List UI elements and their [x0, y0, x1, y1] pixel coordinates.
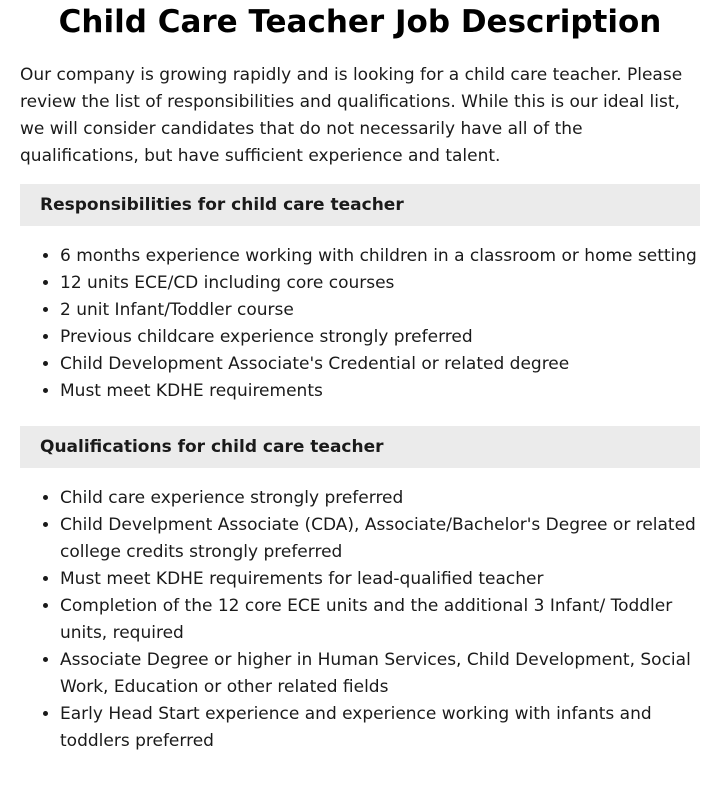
list-item: • Must meet KDHE requirements	[60, 378, 700, 405]
page-title: Child Care Teacher Job Description	[58, 4, 662, 40]
qualifications-heading: Qualifications for child care teacher	[20, 426, 700, 468]
responsibilities-heading: Responsibilities for child care teacher	[20, 184, 700, 226]
intro-paragraph: Our company is growing rapidly and is looking for a child care teacher. Please review the list of responsibilities and qualifications. While this is our ideal list, we will consider candidates that do not necessarily have all of the qualifications, but have sufficient experience and talent.	[20, 65, 683, 166]
list-item: • Child Develpment Associate (CDA), Associate/Bachelor's Degree or related college credits strongly preferred	[60, 512, 700, 566]
list-item: • Early Head Start experience and experience working with infants and toddlers preferred	[60, 701, 700, 755]
list-item: • Child Development Associate's Credential or related degree	[60, 351, 700, 378]
list-item: • 12 units ECE/CD including core courses	[60, 270, 700, 297]
list-item: • 6 months experience working with children in a classroom or home setting	[60, 243, 700, 270]
list-item: • Must meet KDHE requirements for lead-qualified teacher	[60, 566, 700, 593]
list-item: • Associate Degree or higher in Human Services, Child Development, Social Work, Education or other related fields	[60, 647, 700, 701]
list-item: • Previous childcare experience strongly preferred	[60, 324, 700, 351]
responsibilities-list	[20, 243, 700, 405]
list-item: • Completion of the 12 core ECE units and the additional 3 Infant/ Toddler units, required	[60, 593, 700, 647]
qualifications-list	[20, 485, 700, 755]
responsibilities-section	[20, 184, 700, 405]
list-item: • Child care experience strongly preferred	[60, 485, 700, 512]
qualifications-section	[20, 426, 700, 755]
list-item: • 2 unit Infant/Toddler course	[60, 297, 700, 324]
